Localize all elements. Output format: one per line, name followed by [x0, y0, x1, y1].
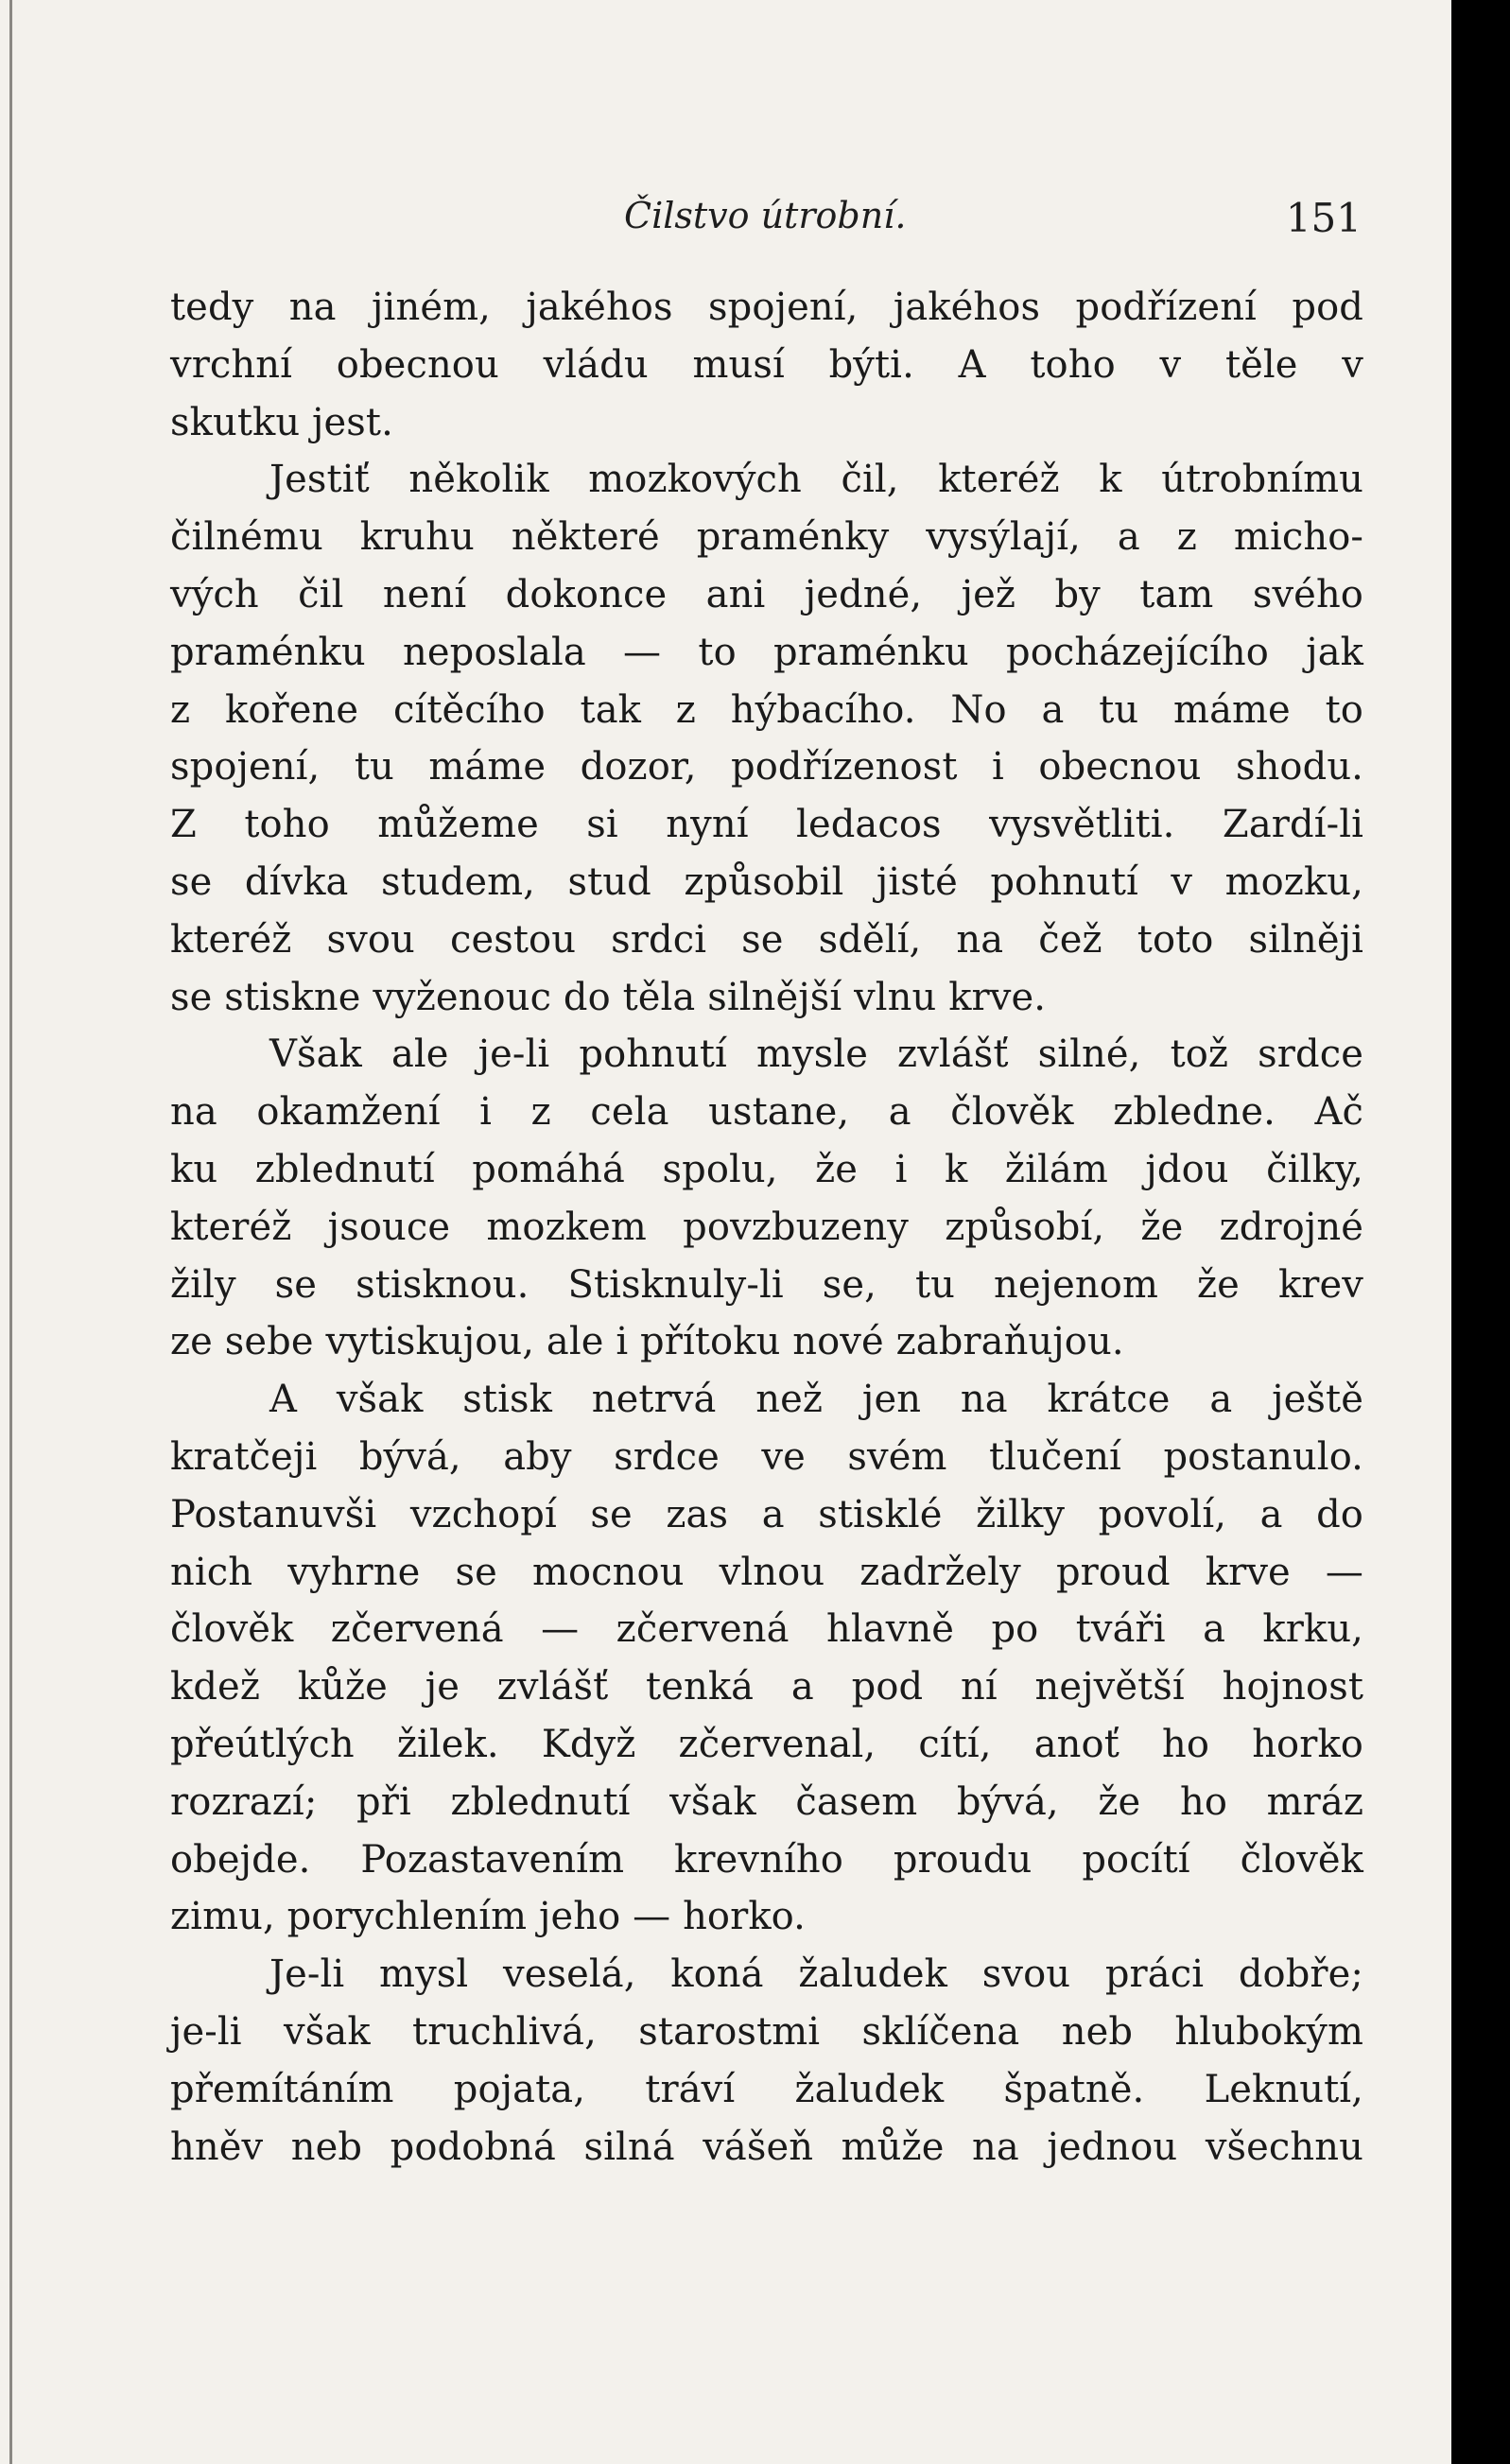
text-line: z kořene cítěcího tak z hýbacího. No a tu máme to [170, 687, 1363, 732]
text-line: nich vyhrne se mocnou vlnou zadržely proud krve — [170, 1550, 1363, 1594]
text-line: skutku jest. [170, 400, 393, 444]
scan-border [1451, 0, 1510, 2464]
text-line: vých čil není dokonce ani jedné, jež by tam svého [170, 572, 1363, 616]
text-line: Jestiť několik mozkových čil, kteréž k útrobnímu [269, 458, 1363, 502]
text-line: Postanuvši vzchopí se zas a stisklé žilky povolí, a do [170, 1492, 1363, 1536]
binding-edge [9, 0, 12, 2464]
text-line: hněv neb podobná silná vášeň může na jednou všechnu [170, 2125, 1363, 2169]
text-line: se stiskne vyženouc do těla silnější vlnu krve. [170, 975, 1047, 1019]
text-line: rozrazí; při zblednutí však časem bývá, že ho mráz [170, 1779, 1363, 1824]
text-line: A však stisk netrvá než jen na krátce a ještě [269, 1378, 1363, 1422]
page-header [170, 185, 1362, 252]
text-line: žily se stisknou. Stisknuly-li se, tu nejenom že krev [170, 1262, 1363, 1307]
text-line: je-li však truchlivá, starostmi sklíčena neb hlubokým [170, 2009, 1363, 2054]
text-line: kratčeji bývá, aby srdce ve svém tlučení postanulo. [170, 1434, 1363, 1479]
text-line: Je-li mysl veselá, koná žaludek svou práci dobře; [269, 1952, 1363, 1997]
text-line: přeútlých žilek. Když zčervenal, cítí, anoť ho horko [170, 1722, 1363, 1766]
text-line: obejde. Pozastavením krevního proudu pocítí člověk [170, 1837, 1363, 1882]
text-line: Však ale je-li pohnutí mysle zvlášť silné, tož srdce [269, 1032, 1363, 1077]
text-line: tedy na jiném, jakéhos spojení, jakéhos podřízení pod [170, 286, 1363, 329]
text-line: čilnému kruhu některé praménky vysýlají, a z micho- [170, 515, 1363, 560]
text-line: přemítáním pojata, tráví žaludek špatně. Leknutí, [170, 2067, 1363, 2111]
text-line: se dívka studem, stud způsobil jisté pohnutí v mozku, [170, 859, 1363, 904]
text-line: ku zblednutí pomáhá spolu, že i k žilám jdou čilky, [170, 1147, 1363, 1191]
page-number: 151 [1285, 195, 1362, 241]
text-line: člověk zčervená — zčervená hlavně po tváři a krku, [170, 1607, 1363, 1652]
text-line: ze sebe vytiskujou, ale i přítoku nové zabraňujou. [170, 1320, 1124, 1364]
text-line: vrchní obecnou vládu musí býti. A toho v těle v [170, 342, 1363, 387]
text-line: zimu, porychlením jeho — horko. [170, 1895, 806, 1939]
running-title: Čilstvo útrobní. [624, 195, 907, 236]
text-line: praménku neposlala — to praménku pocházejícího jak [170, 630, 1363, 674]
text-line: na okamžení i z cela ustane, a člověk zbledne. Ač [170, 1090, 1363, 1135]
text-line: Z toho můžeme si nyní ledacos vysvětliti. Zardí-li [170, 803, 1363, 847]
text-line: kdež kůže je zvlášť tenká a pod ní největší hojnost [170, 1665, 1363, 1709]
text-line: kteréž svou cestou srdci se sdělí, na čež toto silněji [170, 917, 1363, 962]
text-line: kteréž jsouce mozkem povzbuzeny způsobí, že zdrojné [170, 1205, 1363, 1249]
body-text [170, 279, 1363, 2176]
text-line: spojení, tu máme dozor, podřízenost i obecnou shodu. [170, 745, 1363, 790]
